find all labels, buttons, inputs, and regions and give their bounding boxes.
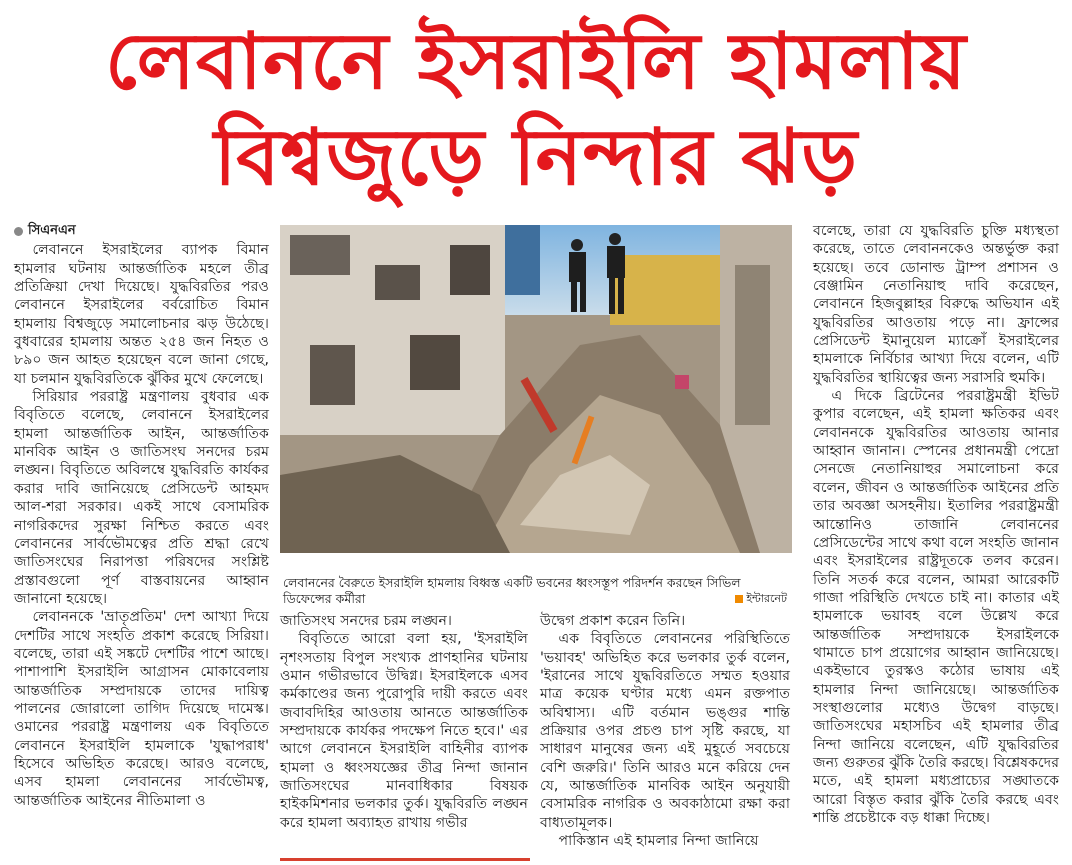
photo-credit bbox=[735, 591, 787, 607]
paragraph: লেবাননকে 'ভ্রাতৃপ্রতিম' দেশ আখ্যা দিয়ে দেশটির সাথে সংহতি প্রকাশ করেছে সিরিয়া। বলেছে, তারা এই সঙ্কটে দেশটির পাশে আছে। পাশাপাশি ইসরাইলি আগ্রাসন মোকাবেলায় আন্তর্জাতিক সম্প্রদায়কে তাদের দায়িত্ব পালনের জোরালো তাগিদ দিয়েছে দামেস্ক। ওমানের পররাষ্ট্র মন্ত্রণালয় এক বিবৃতিতে লেবাননে ইসরাইলি হামলাকে 'যুদ্ধাপরাধ' হিসেবে অভিহিত করেছে। আরও বলেছে, এসব হামলা লেবাননের সার্বভৌমত্ব, আন্তর্জাতিক আইনের নীতিমালা ও bbox=[14, 609, 269, 809]
article-column-1 bbox=[14, 222, 269, 810]
credit-source: ইন্টারনেট bbox=[746, 592, 787, 605]
article-column-3 bbox=[540, 612, 790, 850]
byline-source: সিএনএন bbox=[28, 223, 76, 238]
credit-square-icon bbox=[735, 595, 743, 603]
paragraph: উদ্বেগ প্রকাশ করেন তিনি। bbox=[540, 613, 686, 629]
paragraph: সিরিয়ার পররাষ্ট্র মন্ত্রণালয় বুধবার এক বিবৃতিতে বলেছে, লেবাননে ইসরাইলের হামলা আন্তর্জাতিক আইন, আন্তর্জাতিক মানবিক আইন ও জাতিসংঘ সনদের চরম লঙ্ঘন। বিবৃতিতে অবিলম্বে যুদ্ধবিরতি কার্যকর করার দাবি জানিয়েছে প্রেসিডেন্ট আহমদ আল-শরা সরকার। একই সাথে বেসামরিক নাগরিকদের সুরক্ষা নিশ্চিত করতে এবং লেবাননের সার্বভৌমত্বের প্রতি শ্রদ্ধা রেখে জাতিসংঘের নিরাপত্তা পরিষদের সংশ্লিষ্ট প্রস্তাবগুলো পূর্ণ বাস্তবায়নের আহ্বান জানানো হয়েছে। bbox=[14, 389, 269, 607]
paragraph: এ দিকে ব্রিটেনের পররাষ্ট্রমন্ত্রী ইভিট কুপার বলেছেন, এই হামলা ক্ষতিকর এবং লেবাননকে যুদ্ধবিরতির আওতায় আনার আহ্বান জানান। স্পেনের প্রধানমন্ত্রী পেদ্রো সেনজে নেতানিয়াহুর সমালোচনা করে বলেন, জীবন ও আন্তর্জাতিক আইনের প্রতি তার অবজ্ঞা অসহনীয়। ইতালির পররাষ্ট্রমন্ত্রী আন্তোনিও তাজানি লেবাননের প্রেসিডেন্টের সাথে কথা বলে সংহতি জানান এবং ইসরাইলের রাষ্ট্রদূতকে তলব করেন। তিনি সতর্ক করে বলেন, আমরা আরেকটি গাজা পরিস্থিতি দেখতে চাই না। কাতার এই হামলাকে ভয়াবহ বলে উল্লেখ করে আন্তর্জাতিক সম্প্রদায়কে ইসরাইলকে থামাতে চাপ প্রয়োগের আহ্বান জানিয়েছে। একইভাবে তুরস্কও কঠোর ভাষায় এই হামলার নিন্দা জানিয়েছে। আন্তর্জাতিক সংস্থাগুলোর মধ্যেও উদ্বেগ বাড়ছে। জাতিসংঘের মহাসচিব এই হামলার তীব্র নিন্দা জানিয়ে বলেছেন, এটি যুদ্ধবিরতির জন্য গুরুতর ঝুঁকি তৈরি করছে। বিশ্লেষকদের মতে, এই হামলা মধ্যপ্রাচ্যের সঙ্ঘাতকে আরো বিস্তৃত করার ঝুঁকি তৈরি করছে এবং শান্তি প্রচেষ্টাকে বড় ধাক্কা দিচ্ছে। bbox=[813, 388, 1059, 826]
paragraph: এক বিবৃতিতে লেবাননের পরিস্থিতিতে 'ভয়াবহ' অভিহিত করে ভলকার তুর্ক বলেন, 'ইরানের সাথে যুদ্ধবিরতিতে সম্মত হওয়ার মাত্র কয়েক ঘণ্টার মধ্যে এমন রক্তপাত অবিশ্বাস্য। এটি বর্তমান ভঙ্গুর শান্তি প্রক্রিয়ার ওপর প্রচণ্ড চাপ সৃষ্টি করছে, যা সাধারণ মানুষের জন্য এই মুহূর্তে সবচেয়ে বেশি জরুরি।' তিনি আরও মনে করিয়ে দেন যে, আন্তর্জাতিক মানবিক আইন অনুযায়ী বেসামরিক নাগরিক ও অবকাঠামো রক্ষা করা বাধ্যতামূলক। bbox=[540, 631, 790, 831]
byline bbox=[14, 222, 269, 240]
paragraph: বিবৃতিতে আরো বলা হয়, 'ইসরাইলি নৃশংসতায় বিপুল সংখ্যক প্রাণহানির ঘটনায় ওমান গভীরভাবে উদ্বিগ্ন। ইসরাইলকে এসব কর্মকাণ্ডের জন্য পুরোপুরি দায়ী করতে এবং জবাবদিহির আওতায় আনতে আন্তর্জাতিক সম্প্রদায়কে কার্যকর পদক্ষেপ নিতে হবে।' এর আগে লেবাননে ইসরাইলি বাহিনীর ব্যাপক হামলা ও ধ্বংসযজ্ঞের তীব্র নিন্দা জানান জাতিসংঘের মানবাধিকার বিষয়ক হাইকমিশনার ভলকার তুর্ক। যুদ্ধবিরতি লঙ্ঘন করে হামলা অব্যাহত রাখায় গভীর bbox=[280, 631, 528, 831]
article-column-2 bbox=[280, 612, 528, 832]
paragraph: জাতিসংঘ সনদের চরম লঙ্ঘন। bbox=[280, 613, 452, 629]
bullet-icon bbox=[14, 227, 23, 236]
caption-text: লেবাননের বৈরুতে ইসরাইলি হামলায় বিধ্বস্ত একটি ভবনের ধ্বংসস্তূপ পরিদর্শন করছেন সিভিল ডিফেন্সের কর্মীরা bbox=[283, 575, 741, 606]
paragraph: বলেছে, তারা যে যুদ্ধবিরতি চুক্তি মধ্যস্থতা করেছে, তাতে লেবাননকেও অন্তর্ভুক্ত করা হয়েছে। তবে ডোনাল্ড ট্রাম্প প্রশাসন ও বেঞ্জামিন নেতানিয়াহু দাবি করেছেন, লেবাননে হিজবুল্লাহর বিরুদ্ধে অভিযান এই যুদ্ধবিরতির আওতায় পড়ে না। ফ্রান্সের প্রেসিডেন্ট ইমানুয়েল ম্যাক্রোঁ ইসরাইলের হামলাকে নির্বিচার আখ্যা দিয়ে বলেন, এটি যুদ্ধবিরতির স্থায়িত্বের জন্য সরাসরি হুমকি। bbox=[813, 223, 1059, 386]
headline-line-2: বিশ্বজুড়ে নিন্দার ঝড় bbox=[213, 113, 859, 203]
paragraph: পাকিস্তান এই হামলার নিন্দা জানিয়ে bbox=[558, 833, 759, 850]
headline-line-1: লেবাননে ইসরাইলি হামলায় bbox=[105, 17, 967, 107]
rubble-scene-image bbox=[280, 225, 792, 553]
divider-rule bbox=[280, 858, 530, 861]
paragraph: লেবাননে ইসরাইলের ব্যাপক বিমান হামলার ঘটনায় আন্তর্জাতিক মহলে তীব্র প্রতিক্রিয়া দেখা দিয়েছে। যুদ্ধবিরতির পরও লেবাননে ইসরাইলের বর্বরোচিত বিমান হামলায় বিশ্বজুড়ে সমালোচনার ঝড় উঠেছে। বুধবারের হামলায় অন্তত ২৫৪ জন নিহত ও ৮৯০ জন আহত হয়েছেন বলে জানা গেছে, যা চলমান যুদ্ধবিরতিকে ঝুঁকির মুখে ফেলেছে। bbox=[14, 242, 269, 387]
photo-caption bbox=[283, 575, 789, 607]
article-column-4 bbox=[813, 222, 1059, 827]
news-photo bbox=[280, 225, 792, 553]
